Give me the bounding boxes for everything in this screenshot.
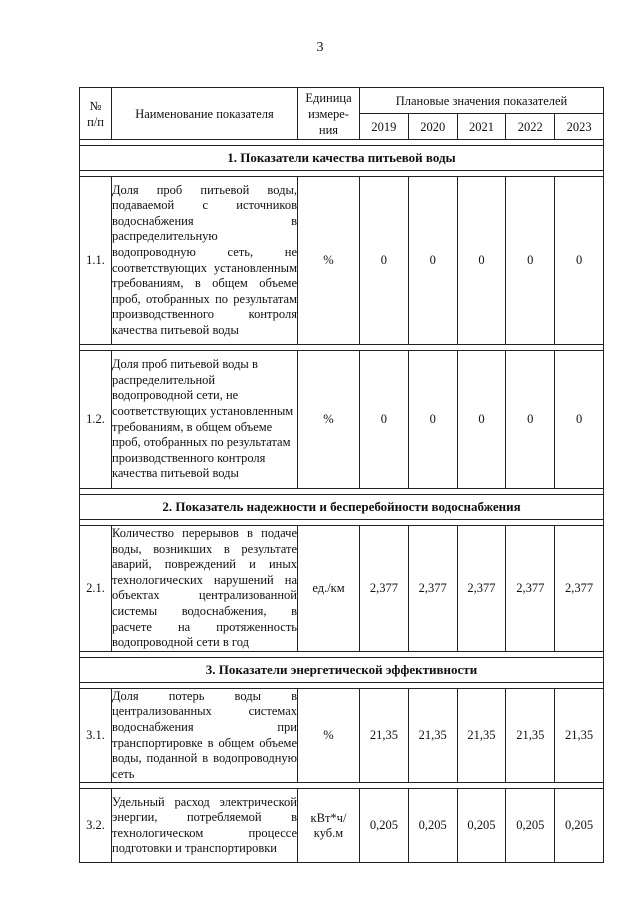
row-value: 21,35 <box>408 688 457 783</box>
row-value: 0 <box>408 351 457 489</box>
row-name: Доля проб питьевой воды в распределительной водопроводной сети, не соответствующих установленным требованиям, в общем объеме проб, отобранных по результатам производственного контроля качества питьевой воды <box>112 351 298 489</box>
row-num: 3.1. <box>80 688 112 783</box>
header-unit: Единица измере-ния <box>298 88 360 140</box>
table-row <box>80 177 604 345</box>
row-value: 0 <box>408 177 457 345</box>
row-value: 21,35 <box>555 688 604 783</box>
row-unit: ед./км <box>298 526 360 652</box>
indicators-table <box>79 87 604 863</box>
row-num: 1.1. <box>80 177 112 345</box>
row-unit: % <box>298 688 360 783</box>
row-name: Удельный расход электрической энергии, потребляемой в технологическом процессе подготовки и транспортировки <box>112 789 298 863</box>
table-row <box>80 688 604 783</box>
row-value: 2,377 <box>555 526 604 652</box>
row-value: 0 <box>555 177 604 345</box>
row-value: 0 <box>457 177 506 345</box>
section-title: 3. Показатели энергетической эффективности <box>80 657 604 682</box>
row-value: 0,205 <box>506 789 555 863</box>
row-value: 21,35 <box>457 688 506 783</box>
row-value: 0,205 <box>408 789 457 863</box>
header-year: 2022 <box>506 114 555 140</box>
header-year: 2019 <box>360 114 409 140</box>
row-value: 21,35 <box>506 688 555 783</box>
section-title: 1. Показатели качества питьевой воды <box>80 146 604 171</box>
row-value: 2,377 <box>360 526 409 652</box>
row-value: 21,35 <box>360 688 409 783</box>
page-number: 3 <box>316 40 324 55</box>
table-row <box>80 789 604 863</box>
row-name: Количество перерывов в подаче воды, возникших в результате аварий, повреждений и иных технологических нарушений на объектах централизованной системы водоснабжения, в расчете на протяженность водопроводной сети в год <box>112 526 298 652</box>
row-value: 2,377 <box>408 526 457 652</box>
header-plan: Плановые значения показателей <box>360 88 604 114</box>
row-value: 0 <box>555 351 604 489</box>
row-value: 2,377 <box>457 526 506 652</box>
row-value: 0 <box>506 177 555 345</box>
row-value: 0,205 <box>555 789 604 863</box>
row-num: 1.2. <box>80 351 112 489</box>
row-name: Доля проб питьевой воды, подаваемой с источников водоснабжения в распределительную водопроводную сеть, не соответствующих установленным требованиям, в общем объеме проб, отобранных по результатам производственного контроля качества питьевой воды <box>112 177 298 345</box>
row-value: 0 <box>360 351 409 489</box>
row-unit: % <box>298 177 360 345</box>
row-name: Доля потерь воды в централизованных системах водоснабжения при транспортировке в общем объеме воды, поданной в водопроводную сеть <box>112 688 298 783</box>
row-value: 0 <box>360 177 409 345</box>
row-value: 0 <box>457 351 506 489</box>
row-value: 2,377 <box>506 526 555 652</box>
row-unit: % <box>298 351 360 489</box>
header-name: Наименование показателя <box>112 88 298 140</box>
header-year: 2021 <box>457 114 506 140</box>
row-num: 2.1. <box>80 526 112 652</box>
header-num: № п/п <box>80 88 112 140</box>
table-header <box>80 88 604 140</box>
row-value: 0,205 <box>457 789 506 863</box>
header-year: 2020 <box>408 114 457 140</box>
header-year: 2023 <box>555 114 604 140</box>
row-value: 0,205 <box>360 789 409 863</box>
row-num: 3.2. <box>80 789 112 863</box>
section-title: 2. Показатель надежности и бесперебойности водоснабжения <box>80 495 604 520</box>
row-value: 0 <box>506 351 555 489</box>
row-unit: кВт*ч/куб.м <box>298 789 360 863</box>
table-row <box>80 526 604 652</box>
table-row <box>80 351 604 489</box>
